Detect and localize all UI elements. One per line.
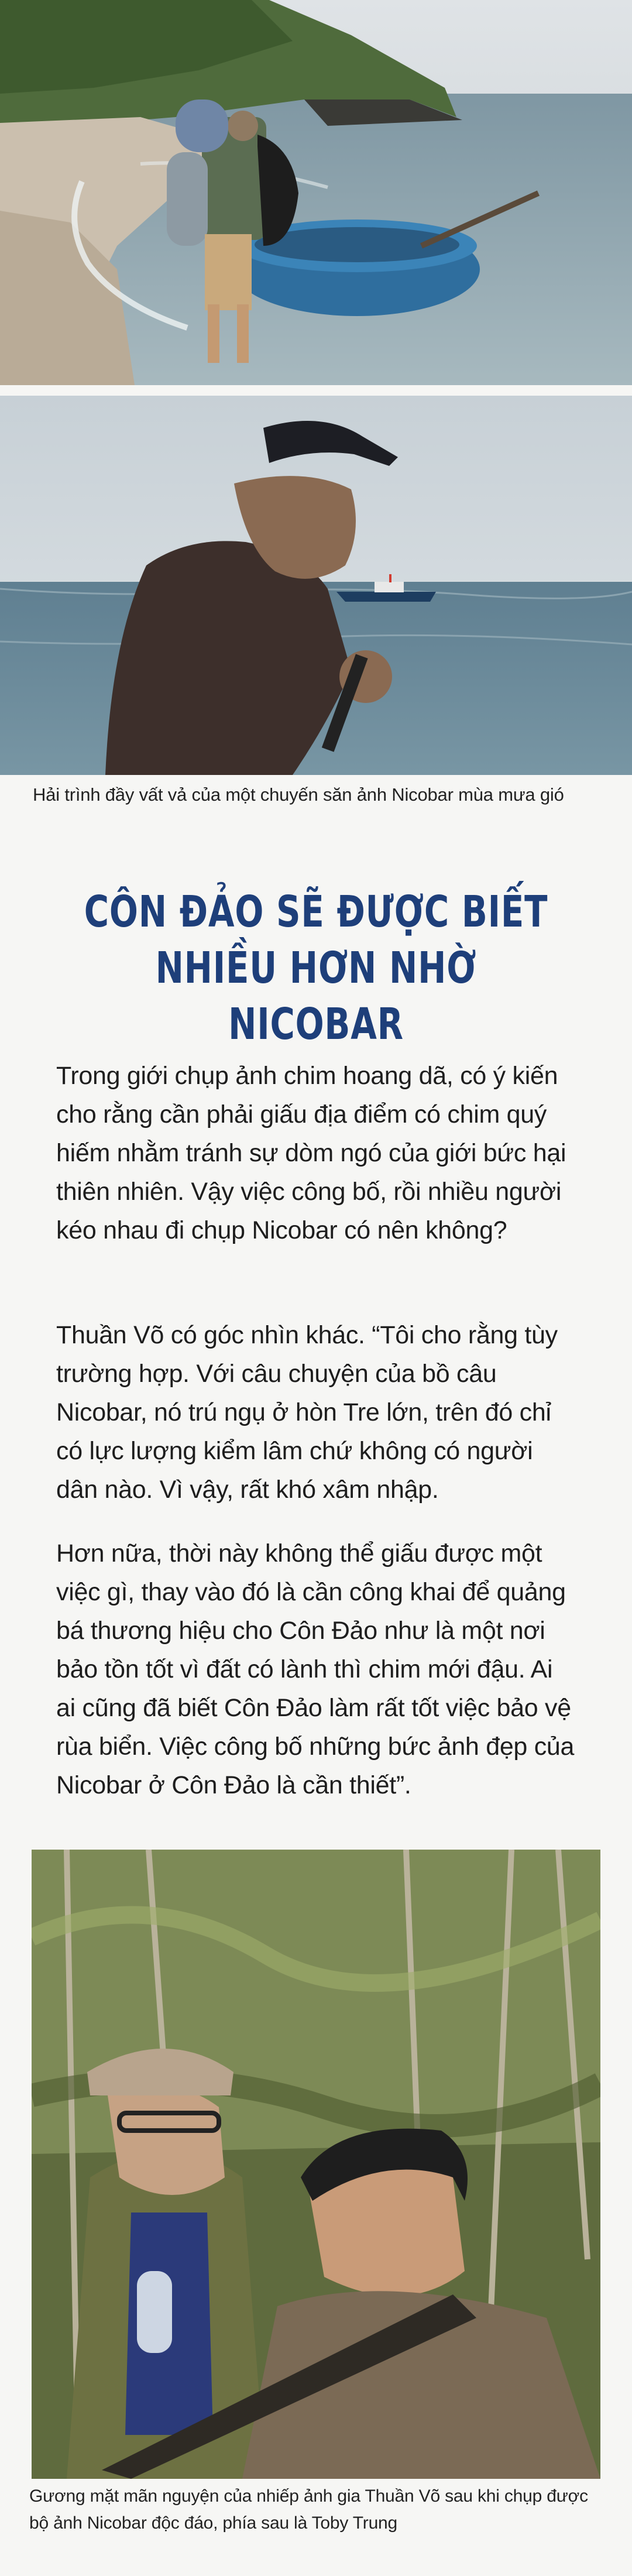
body-paragraph: Trong giới chụp ảnh chim hoang dã, có ý kiến cho rằng cần phải giấu địa điểm có chim quý hiếm nhằm tránh sự dòm ngó của giới bức hại thiên nhiên. Vậy việc công bố, rồi nhiều người kéo nhau đi chụp Nicobar có nên không? (56, 1062, 566, 1244)
photo-beach-basket-boat (0, 0, 632, 385)
photo-man-on-boat (0, 396, 632, 775)
body-paragraph: Thuần Võ có góc nhìn khác. “Tôi cho rằng tùy trường hợp. Với câu chuyện của bồ câu Nicobar, nó trú ngụ ở hòn Tre lớn, trên đó chỉ có lực lượng kiểm lâm chứ không có người dân nào. Vì vậy, rất khó xâm nhập. (56, 1321, 558, 1504)
body-paragraph: Hơn nữa, thời này không thể giấu được một việc gì, thay vào đó là cần công khai để quảng bá thương hiệu cho Côn Đảo như là một nơi bảo tồn tốt vì đất có lành thì chim mới đậu. Ai ai cũng đã biết Côn Đảo làm rất tốt việc bảo vệ rùa biển. Việc công bố những bức ảnh đẹp của Nicobar ở Côn Đảo là cần thiết”. (56, 1539, 575, 1799)
photo-photographers-selfie (32, 1850, 600, 2479)
section-heading: CÔN ĐẢO SẼ ĐƯỢC BIẾT NHIỀU HƠN NHỜ NICOBAR (84, 887, 548, 1049)
photo-caption: Hải trình đầy vất vả của một chuyến săn ảnh Nicobar mùa mưa gió (33, 784, 564, 805)
photo-caption: Gương mặt mãn nguyện của nhiếp ảnh gia Thuần Võ sau khi chụp được bộ ảnh Nicobar độc đáo, phía sau là Toby Trung (29, 2486, 588, 2533)
